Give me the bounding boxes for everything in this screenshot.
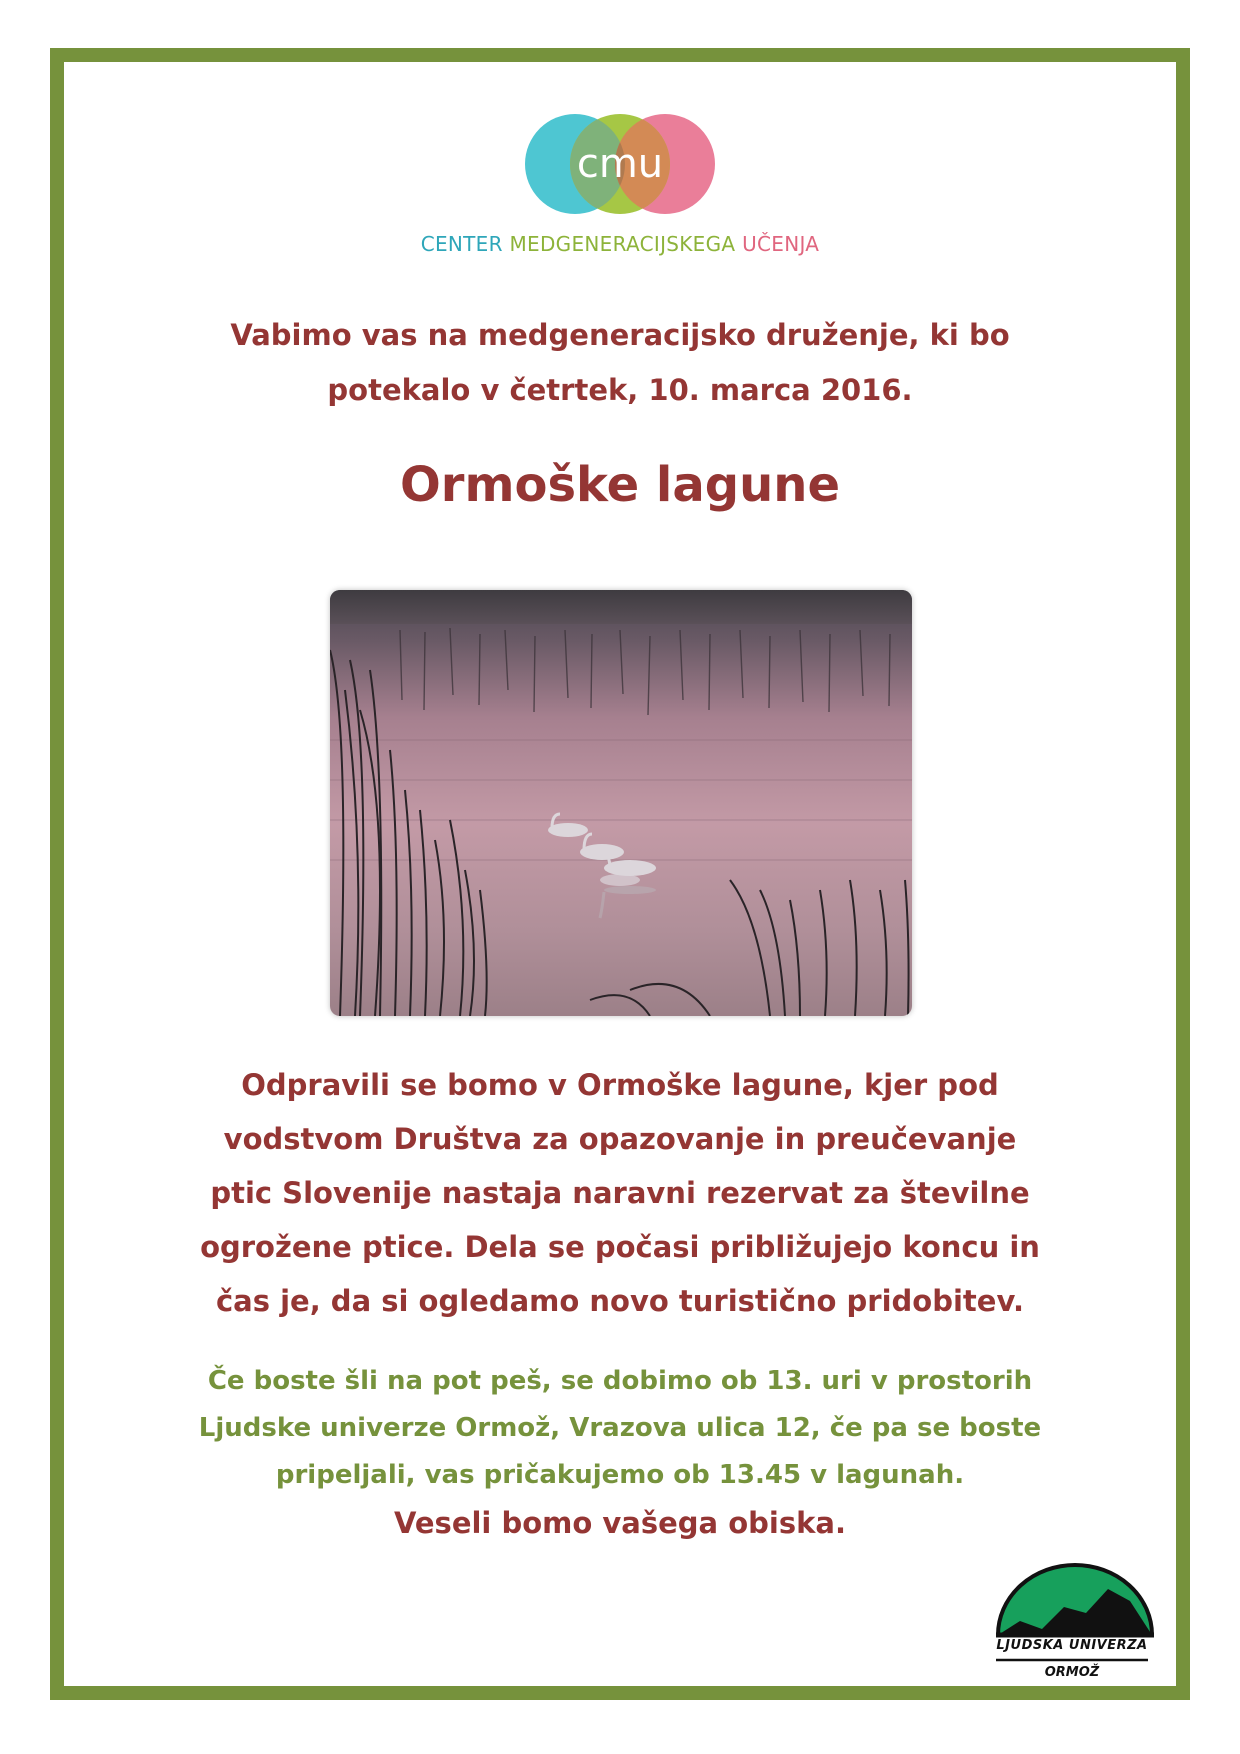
description-line: Odpravili se bomo v Ormoške lagune, kjer pod — [241, 1068, 999, 1102]
lu-logo-name: LJUDSKA UNIVERZA — [996, 1638, 1148, 1653]
info-line: Ljudske univerze Ormož, Vrazova ulica 12, če pa se boste — [198, 1413, 1042, 1443]
cmu-mark-text: cmu — [576, 141, 664, 187]
meeting-info — [80, 1358, 1160, 1499]
intro-line: potekalo v četrtek, 10. marca 2016. — [327, 373, 913, 407]
cmu-tagline-medgeneracijskega: MEDGENERACIJSKEGA — [509, 232, 743, 256]
description-line: ptic Slovenije nastaja naravni rezervat za številne — [210, 1176, 1030, 1210]
event-description — [80, 1058, 1160, 1328]
cmu-circles-icon — [520, 112, 720, 222]
description-line: ogrožene ptice. Dela se počasi približujejo koncu in — [200, 1230, 1040, 1264]
closing-line: Veseli bomo vašega obiska. — [394, 1506, 846, 1540]
intro-line: Vabimo vas na medgeneracijsko druženje, ki bo — [230, 318, 1010, 352]
lagoon-swans-photo — [330, 590, 912, 1016]
info-line: pripeljali, vas pričakujemo ob 13.45 v lagunah. — [275, 1460, 965, 1490]
cmu-tagline-center: CENTER — [420, 232, 510, 256]
description-line: vodstvom Društva za opazovanje in preučevanje — [223, 1122, 1017, 1156]
cmu-tagline-ucenja: UČENJA — [742, 232, 820, 256]
lu-logo-city: ORMOŽ — [1044, 1665, 1100, 1680]
swans-image-icon — [330, 590, 912, 1016]
cmu-tagline — [0, 232, 1240, 256]
info-line: Če boste šli na pot peš, se dobimo ob 13. uri v prostorih — [207, 1366, 1033, 1396]
page-title: Ormoške lagune — [399, 457, 841, 513]
description-line: čas je, da si ogledamo novo turistično pridobitev. — [215, 1284, 1025, 1318]
invitation-intro — [100, 308, 1140, 418]
